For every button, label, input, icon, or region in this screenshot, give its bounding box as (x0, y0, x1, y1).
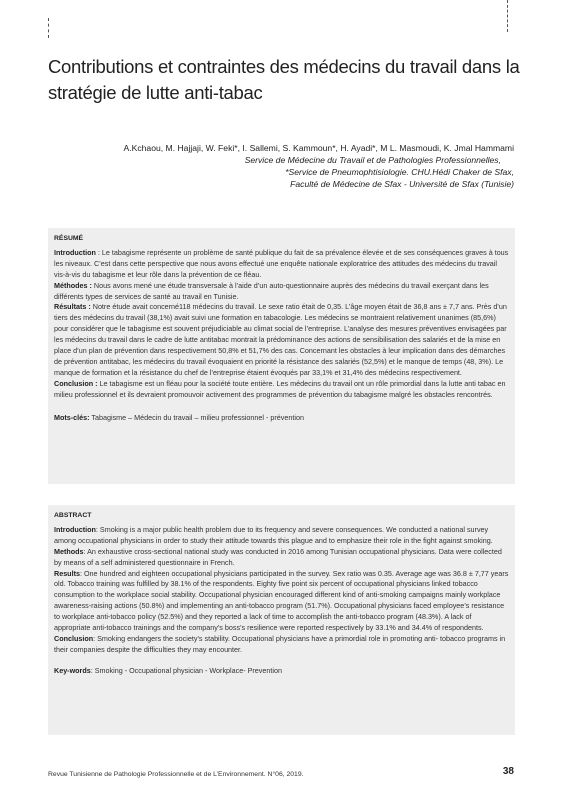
label: Methods (54, 546, 84, 556)
page-number: 38 (502, 766, 514, 777)
affiliation-line: *Service de Pneumophtisiologie. CHU.Hédi Chaker de Sfax, (285, 167, 514, 177)
text: : Smoking is a major public health problem due to its frequency and severe consequences. We conducted a national survey among occupational physicians in order to study their attitude towards this plague and to emphasize their role in the fight against smoking. (54, 524, 493, 545)
crop-mark-left (48, 18, 50, 38)
journal-footer: Revue Tunisienne de Pathologie Professionnelle et de L’Environnement. N°06, 2019. (48, 771, 304, 778)
label: Key-words (54, 665, 91, 675)
abstract-heading: ABSTRACT (54, 512, 92, 519)
resume-methodes (54, 281, 509, 303)
crop-mark-right (507, 0, 509, 32)
text: : Smoking - Occupational physician - Workplace- Prevention (90, 665, 282, 675)
article-title: Contributions et contraintes des médecins du travail dans la stratégie de lutte anti-tabac (48, 56, 520, 103)
resume-keywords (54, 413, 509, 424)
resume-resultats (54, 302, 509, 378)
text: Le tabagisme est un fléau pour la société toute entière. Les médecins du travail ont un rôle primordial dans la lutte anti tabac en milieu professionnel et ils devraient promouvoir activement des programmes de prévention du tabagisme malgré les obstacles rencontrés. (54, 378, 506, 399)
affiliation-line: Service de Médecine du Travail et de Pathologies Professionnelles, (244, 155, 501, 165)
resume-conclusion (54, 379, 509, 401)
text: Notre étude avait concerné118 médecins du travail. Le sexe ratio était de 0,35. L’âge moyen était de 36,8 ans ± 7,7 ans. Près d’un tiers des médecins du travail (38,1%) avait suivi une formation en tabacologie. Les médecins se montraient relativement unanimes (85,6%) pour considérer que le tabagisme est souvent préjudiciable au climat social de l’entreprise. L’analyse des mesures préventives envisagées par les médecins du travail dans le cadre de lutte antitabac montrait la prédominance des actions de sensibilisation des salariés et de la mise en place d’un plan de prévention dans respectivement 50,8% et 51,7% des cas. Concernant les obstacles à leur implication dans des démarches de prévention antitabac, les médecins du travail évoquaient en priorité la résistance des salariés (52,5%) et le manque de temps (48, 3%). Le manque de formation et la résistance du chef de l’entreprise étaient évoqués par 33,1% et 31,4% des médecins respectivement. (54, 302, 507, 377)
text: : Le tabagisme représente un problème de santé publique du fait de sa prévalence élevée et de ses conséquences graves à tous les niveaux. C’est dans cette perspective que nous avons effectué une enquête nationale exploratrice des attitudes des médecins du travail vis-à-vis du tabagisme et leur rôle dans la prévention de ce fléau. (54, 247, 509, 279)
label: Introduction (54, 524, 96, 534)
resume-box (48, 228, 515, 484)
affiliation-line: Faculté de Médecine de Sfax - Université de Sfax (Tunisie) (290, 179, 514, 189)
text: : An exhaustive cross-sectional national study was conducted in 2016 among Tunisian occupational physicians. Data were collected by means of a self administered questionnaire in French. (54, 546, 502, 567)
abstract-conclusion (54, 634, 509, 656)
label: Introduction (54, 247, 96, 257)
author-block (44, 142, 514, 190)
label: Conclusion (54, 633, 94, 643)
abstract-keywords (54, 666, 509, 677)
resume-introduction (54, 248, 509, 281)
text: : One hundred and eighteen occupational physicians participated in the survey. Sex ratio was 0.35. Average age was 36.8 ± 7,77 years old. Tobacco training was fulfilled by 38.1% of the respondents. Eighty five point six percent of occupational physicians linked tobacco consumption to the workplace social stability. Occupational physician encouraged different kind of anti-smoking campaigns mainly workplace awareness-raising actions (50.8%) and implementing an anti-tobacco program (51.7%). Occupational physicians faced employee’s resistance to workplace anti-tobacco policy (52.5%) and they reported a lack of time to accomplish the anti-tobacco program (48.3%). A lack of appropriate anti-tobacco trainings and the company’s boss’s resilience were reported respectively by 33.1% and 34.4% of respondents. (54, 568, 509, 633)
label: Résultats : (54, 302, 91, 312)
label: Mots-clés: (54, 412, 90, 422)
abstract-results (54, 569, 509, 634)
text: : Smoking endangers the society’s stability. Occupational physicians have a primordial role in promoting anti- tobacco programs in their companies despite the difficulties they may encounter. (54, 633, 506, 654)
abstract-methods (54, 547, 509, 569)
label: Méthodes : (54, 280, 92, 290)
abstract-box (48, 505, 515, 735)
resume-heading: RÉSUMÉ (54, 235, 84, 242)
abstract-introduction (54, 525, 509, 547)
text: Nous avons mené une étude transversale à l’aide d’un auto-questionnaire auprès des médecins du travail exerçant dans les différents types de services de santé au travail en Tunisie. (54, 280, 489, 301)
label: Results (54, 568, 80, 578)
label: Conclusion : (54, 378, 98, 388)
author-names: A.Kchaou, M. Hajjaji, W. Feki*, I. Sallemi, S. Kammoun*, H. Ayadi*, M L. Masmoudi, K. Jmal Hammami (123, 143, 514, 153)
text: Tabagisme – Médecin du travail – milieu professionnel - prévention (89, 412, 304, 422)
